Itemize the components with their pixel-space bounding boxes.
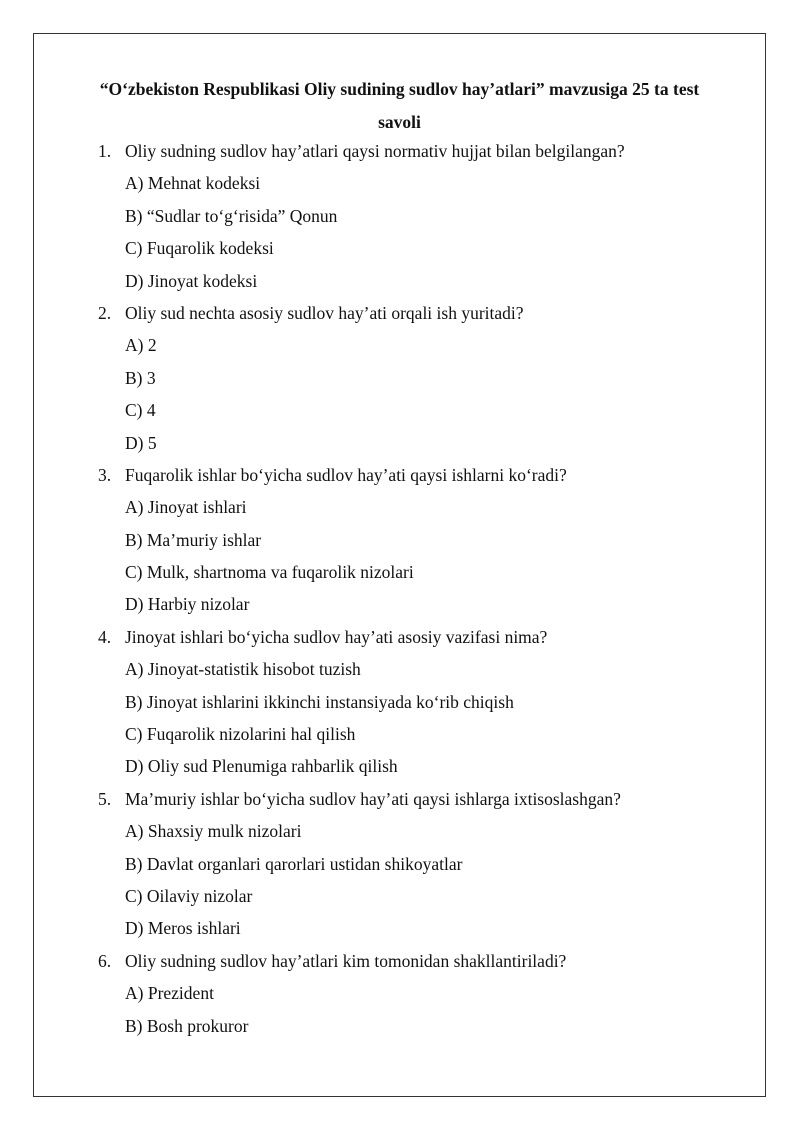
option-text: B) “Sudlar to‘g‘risida” Qonun (125, 205, 338, 226)
question-text: Oliy sudning sudlov hay’atlari qaysi normativ hujjat bilan belgilangan? (125, 141, 625, 161)
option-text: C) 4 (125, 400, 156, 421)
option-text: C) Mulk, shartnoma va fuqarolik nizolari (125, 562, 414, 583)
option-text: B) 3 (125, 367, 156, 388)
question-number: 6. (98, 950, 112, 971)
question-number: 5. (98, 788, 112, 809)
option-text: C) Fuqarolik kodeksi (125, 238, 274, 259)
option-text: C) Fuqarolik nizolarini hal qilish (125, 724, 356, 745)
option-text: D) Oliy sud Plenumiga rahbarlik qilish (125, 756, 398, 777)
option-text: B) Davlat organlari qarorlari ustidan shikoyatlar (125, 853, 463, 874)
question-text: Ma’muriy ishlar bo‘yicha sudlov hay’ati qaysi ishlarga ixtisoslashgan? (125, 788, 621, 809)
option-text: D) Jinoyat kodeksi (125, 270, 258, 291)
question-text: Jinoyat ishlari bo‘yicha sudlov hay’ati asosiy vazifasi nima? (125, 626, 548, 647)
question-number: 3. (98, 464, 112, 485)
title-line-1: “O‘zbekiston Respublikasi Oliy sudining sudlov hay’atlari” mavzusiga 25 ta test (99, 79, 700, 99)
option-text: A) Mehnat kodeksi (125, 173, 261, 194)
question-number: 2. (98, 302, 112, 323)
question-number: 1. (98, 141, 112, 161)
title-line-2: savoli (378, 112, 421, 132)
option-text: D) Meros ishlari (125, 918, 241, 939)
option-text: B) Bosh prokuror (125, 1015, 249, 1036)
option-text: D) 5 (125, 432, 157, 453)
question-number: 4. (98, 626, 112, 647)
option-text: A) Jinoyat ishlari (125, 497, 247, 518)
question-text: Fuqarolik ishlar bo‘yicha sudlov hay’ati qaysi ishlarni ko‘radi? (125, 464, 567, 485)
option-text: B) Jinoyat ishlarini ikkinchi instansiyada ko‘rib chiqish (125, 691, 514, 712)
option-text: A) Jinoyat-statistik hisobot tuzish (125, 659, 361, 680)
option-text: A) Prezident (125, 983, 214, 1004)
question-text: Oliy sud nechta asosiy sudlov hay’ati orqali ish yuritadi? (125, 302, 524, 323)
option-text: A) 2 (125, 335, 157, 356)
option-text: B) Ma’muriy ishlar (125, 529, 262, 550)
option-text: C) Oilaviy nizolar (125, 885, 253, 906)
question-text: Oliy sudning sudlov hay’atlari kim tomonidan shakllantiriladi? (125, 950, 567, 971)
option-text: A) Shaxsiy mulk nizolari (125, 821, 302, 842)
document-title (33, 73, 766, 139)
option-text: D) Harbiy nizolar (125, 594, 250, 615)
